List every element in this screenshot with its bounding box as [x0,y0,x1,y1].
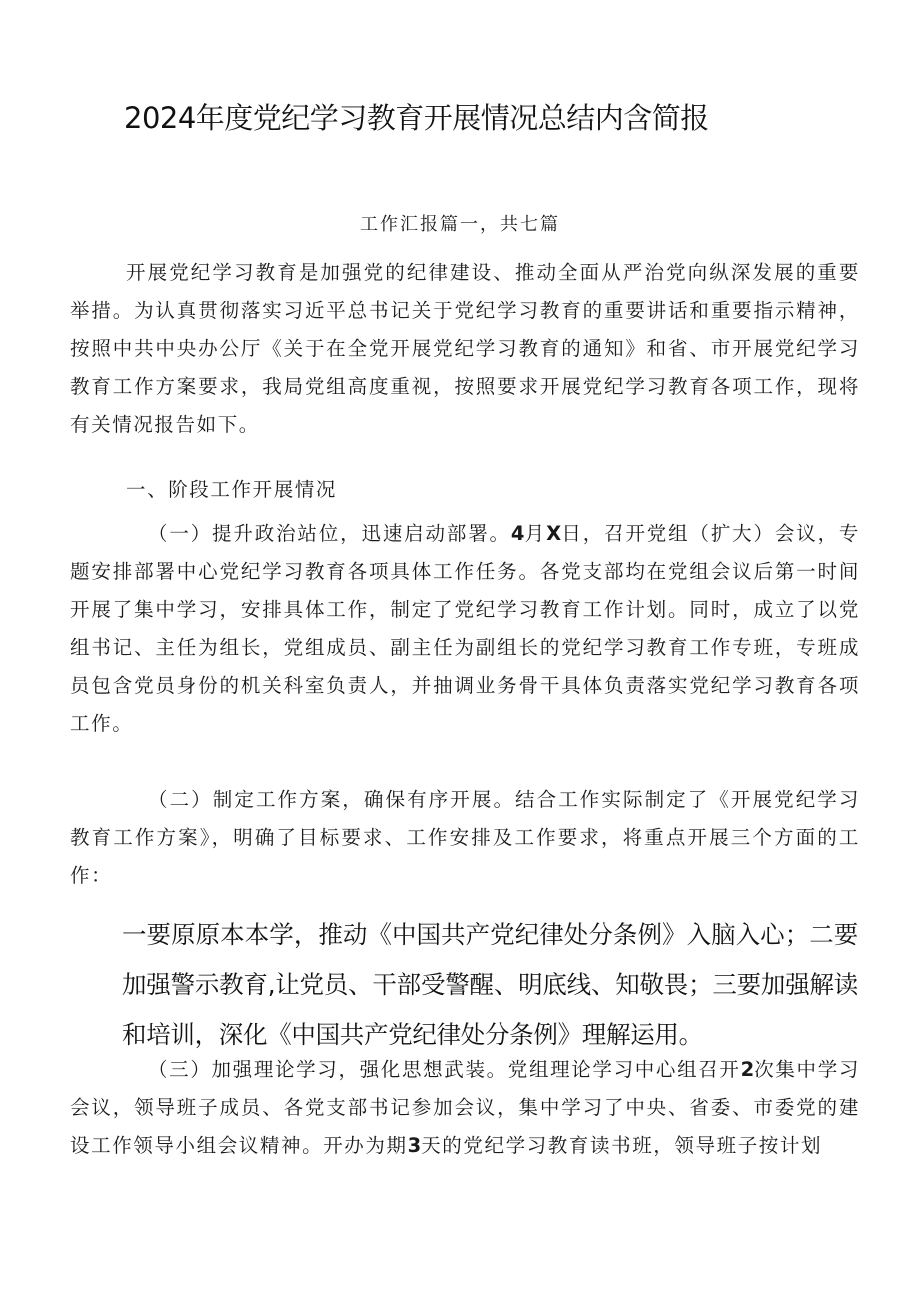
highlight-paragraph: 一要原原本本学，推动《中国共产党纪律处分条例》入脑入心；二要加强警示教育,让党员、干部受警醒、明底线、知敬畏；三要加强解读和培训，深化《中国共产党纪律处分条例》理解运用。 [122,920,858,1049]
item-3-paragraph [70,1051,860,1165]
item-3-part2: 次集中学习会议，领导班子成员、各党支部书记参加会议，集中学习了中央、省委、市委党的建设工作领导小组会议精神。开办为期 [70,1058,860,1157]
item-1-date-unit: 月 [524,522,547,545]
item-1-lead: （一）提升政治站位，迅速启动部署。 [148,522,511,545]
item-1-date-suffix: 日， [561,522,605,545]
item-3-part3: 天的党纪学习教育读书班，领导班子按计划 [421,1134,823,1157]
document-title: 2024年度党纪学习教育开展情况总结内含简报 [124,101,709,135]
item-1-date-month: 4 [510,522,525,545]
item-1-date-day: X [546,522,562,545]
item-1-paragraph [70,515,860,743]
item-3-part1: （三）加强理论学习，强化思想武装。党组理论学习中心组召开 [148,1058,741,1081]
intro-paragraph: 开展党纪学习教育是加强党的纪律建设、推动全面从严治党向纵深发展的重要举措。为认真贯彻落实习近平总书记关于党纪学习教育的重要讲话和重要指示精神，按照中共中央办公厅《关于在全党开展党纪学习教育的通知》和省、市开展党纪学习教育工作方案要求，我局党组高度重视，按照要求开展党纪学习教育各项工作，现将有关情况报告如下。 [70,261,860,436]
item-3-num1: 2 [740,1058,755,1081]
item-1-body: 召开党组（扩大）会议，专题安排部署中心党纪学习教育各项具体工作任务。各党支部均在党组会议后第一时间开展了集中学习，安排具体工作，制定了党纪学习教育工作计划。同时，成立了以党组书记、主任为组长，党组成员、副主任为副组长的党纪学习教育工作专班，专班成员包含党员身份的机关科室负责人，并抽调业务骨干具体负责落实党纪学习教育各项工作。 [70,522,861,735]
item-3-num2: 3 [407,1134,422,1157]
section-heading-1: 一、阶段工作开展情况 [126,478,338,501]
document-subtitle: 工作汇报篇一，共七篇 [360,214,560,235]
item-2-paragraph: （二）制定工作方案，确保有序开展。结合工作实际制定了《开展党纪学习教育工作方案》，明确了目标要求、工作安排及工作要求，将重点开展三个方面的工作： [70,788,860,887]
